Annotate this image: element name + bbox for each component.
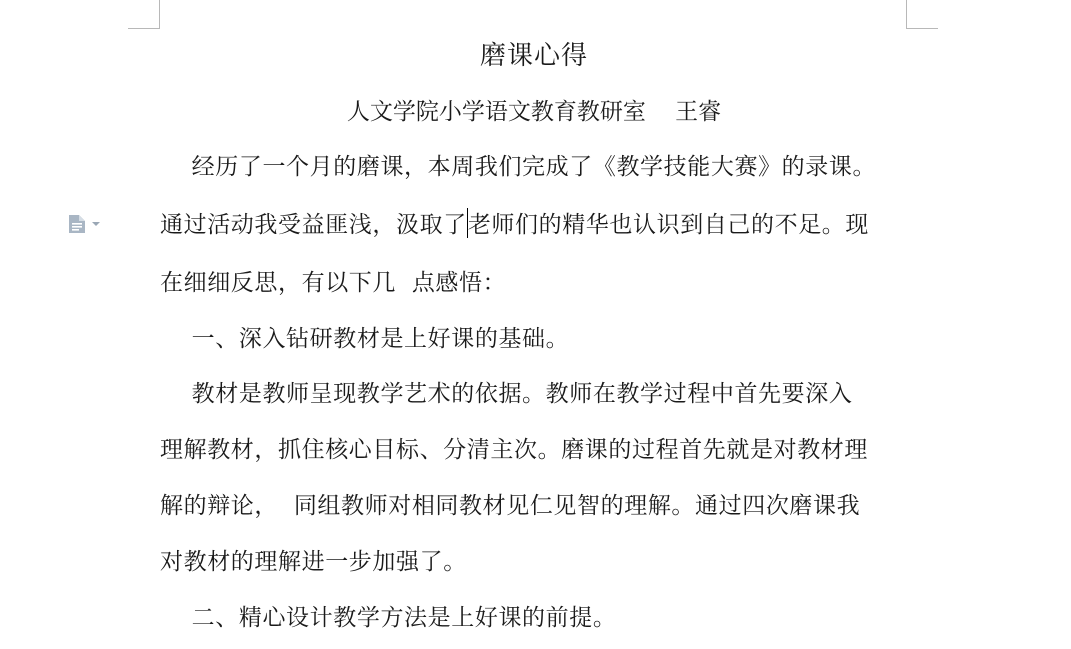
text-line: 解的辩论， 同组教师对相同教材见仁见智的理解。通过四次磨课我	[160, 493, 861, 519]
text-line: 一、深入钻研教材是上好课的基础。	[160, 326, 570, 352]
chevron-down-icon[interactable]	[92, 222, 100, 226]
paragraph-handle[interactable]	[68, 213, 108, 235]
crop-mark-top-right	[906, 28, 938, 29]
text-line	[160, 208, 869, 242]
text-segment: 通过活动我受益匪浅，汲取了	[160, 212, 467, 238]
crop-mark-top-left	[128, 28, 160, 29]
document-icon	[68, 214, 86, 234]
crop-mark-top-right	[906, 0, 907, 28]
text-line: 对教材的理解进一步加强了。	[160, 549, 467, 575]
author-line: 人文学院小学语文教育教研室 王睿	[346, 99, 722, 125]
crop-mark-top-left	[159, 0, 160, 28]
text-segment: 老师们的精华也认识到自己的不足。现	[467, 212, 870, 238]
document-title: 磨课心得	[479, 41, 588, 71]
text-line: 教材是教师呈现教学艺术的依据。教师在教学过程中首先要深入	[160, 381, 853, 407]
text-line: 理解教材，抓住核心目标、分清主次。磨课的过程首先就是对教材理	[160, 437, 868, 463]
text-line: 二、精心设计教学方法是上好课的前提。	[160, 605, 617, 631]
text-line: 在细细反思，有以下几 点感悟：	[160, 270, 507, 296]
text-line: 经历了一个月的磨课，本周我们完成了《教学技能大赛》的录课。	[160, 154, 877, 180]
